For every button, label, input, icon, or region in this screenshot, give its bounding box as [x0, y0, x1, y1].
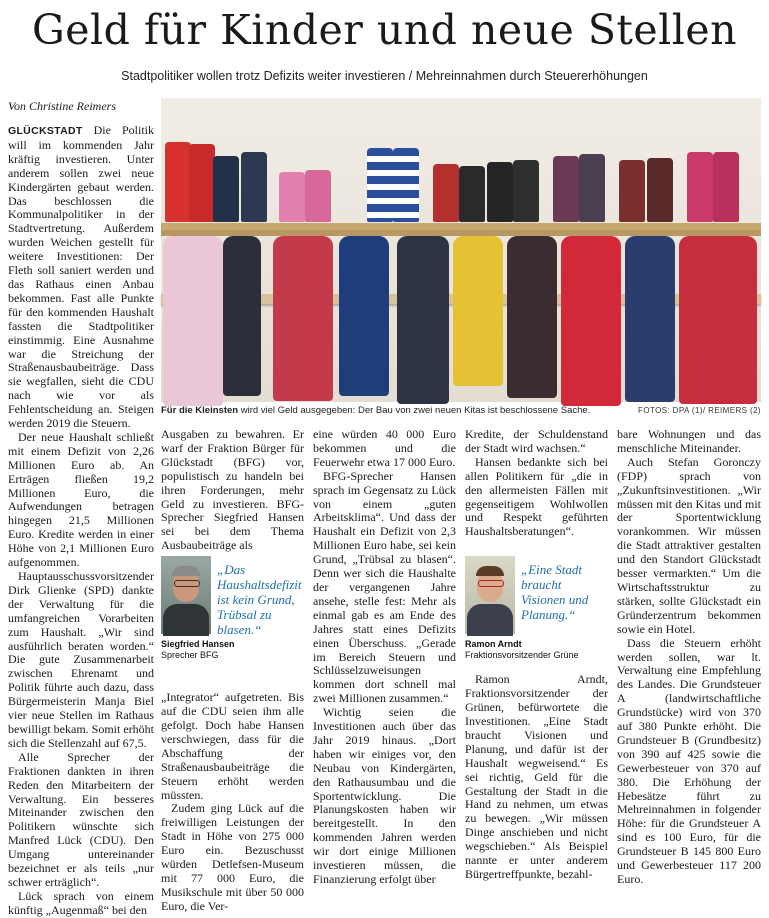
paragraph: eine würden 40 000 Euro bekommen und die Feuerwehr etwa 17 000 Euro. [313, 427, 456, 469]
paragraph: bare Wohnungen und das menschliche Miteinander. [617, 427, 761, 455]
paragraph: Wichtig seien die Investitionen auch über das Jahr 2019 hinaus. „Dort haben wir einiges vor, den Neubau von Kindergärten, den Rathausumbau und die Sportentwicklung. Die Planungskosten haben wir bereitgestellt. In den kommenden Jahren werden wir dort einige Millionen investieren müssen, die Finanzierung erfolgt über [313, 705, 456, 886]
article-photo-kids-boots-and-jackets [161, 98, 761, 402]
quote-text: „Eine Stadt braucht Visionen und Planung.“ [521, 562, 589, 622]
headline: Geld für Kinder und neue Stellen [31, 6, 738, 54]
paragraph [8, 124, 154, 431]
caption-text: wird viel Geld ausgegeben: Der Bau von zwei neuen Kitas ist beschlossene Sache. [238, 405, 591, 416]
paragraph: Ramon Arndt, Fraktionsvorsitzender der Grünen, befürwortete die Investitionen. „Eine Stadt braucht Visionen und Planung, und dafür ist der Haushalt wegweisend.“ Es sei richtig, Geld für die Gestaltung der Stadt in die Hand zu nehmen, um etwas zu bewegen. „Wir müssen Dinge anschieben und nicht wegschieben.“ Als Beispiel nannte er unter anderem Bürgertreffpunkte, bezahl- [465, 672, 608, 881]
quote-attribution [465, 639, 579, 661]
byline: Von Christine Reimers [8, 99, 116, 113]
paragraph: Hauptausschussvorsitzender Dirk Glienke (SPD) dankte der Verwaltung für die umfangreichen Vorarbeiten zum Haushalt. „Wir sind ausführlich beraten worden.“ Die gute Zusammenarbeit zwischen Ehrenamt und Politik führte auch dazu, dass Bürgermeisterin Manja Biel vier neue Stellen im Rathaus bewilligt bekam. Somit erhöht sich die Stellenzahl auf 67,5. [8, 569, 154, 750]
quote-role: Sprecher BFG [161, 650, 219, 660]
subheadline: Stadtpolitiker wollen trotz Defizits weiter investieren / Mehreinnahmen durch Steuererhöhungen [121, 69, 648, 83]
paragraph: Hansen bedankte sich bei allen Politikern für „die in den allermeisten Fällen mit gegenseitigem Wohlwollen und Respekt geführten Haushaltsberatungen“. [465, 454, 608, 539]
paragraph: Auch Stefan Goronczy (FDP) sprach von „Zukunftsinvestitionen. „Wir müssen mit den Kitas und mit der Sportentwicklung vorankommen. Wir müssen die Stadt attraktiver gestalten und den Standort Glückstadt besser vermarkten.“ Um die Wirtschaftsstruktur zu stärken, sollte Glückstadt ein Gründerzentrum bekommen sowie ein Hotel. [617, 454, 761, 636]
article-column-3 [313, 427, 456, 886]
paragraph: Kredite, der Schuldenstand der Stadt wird wachsen.“ [465, 427, 608, 455]
dateline: GLÜCKSTADT [8, 125, 83, 137]
quote-role: Fraktionsvorsitzender Grüne [465, 650, 579, 660]
quote-text: „Das Haushaltsdefizit ist kein Grund, Trübsal zu blasen.“ [217, 562, 302, 637]
photo-credit: FOTOS: DPA (1)/ REIMERS (2) [638, 406, 761, 415]
pull-quote-arndt [465, 556, 608, 686]
quote-name: Ramon Arndt [465, 639, 522, 649]
paragraph: „Integrator“ aufgetreten. Bis auf die CDU seien ihm alle gefolgt. Doch habe Hansen verschwiegen, dass für die Abschaffung der Straßenausbaubeiträge die Steuern erhöht werden müssten. [161, 690, 304, 802]
paragraph: Alle Sprecher der Fraktionen dankten in ihren Reden den Mitarbeitern der Verwaltung. Ein besseres Miteinander zwischen den Politikern wünschte sich Manfred Lück (CDU). Den Umgang untereinander bezeichnet er als teils „nur schwer erträglich“. [8, 749, 154, 889]
article-column-1 [8, 123, 154, 917]
paragraph: Dass die Steuern erhöht werden sollen, war lt. Verwaltung eine Empfehlung des Landes. Die Grundsteuer A (landwirtschaftliche Grundstücke) wird von 370 auf 380 Punkte erhöht. Die Grundsteuer B (Grundbesitz) von 390 auf 425 sowie die Gewerbesteuer von 370 auf 380. Die Erhöhung der Hebesätze führt zu Mehreinnahmen in folgender Höhe: für die Grundsteuer A sind es 100 Euro, für die Grundsteuer B 145 800 Euro und Gewerbesteuer 117 200 Euro. [617, 635, 761, 886]
pull-quote-hansen [161, 556, 304, 686]
paragraph: Zudem ging Lück auf die freiwilligen Leistungen der Stadt in Höhe von 275 000 Euro ein. Bezuschusst würden Detlefsen-Museum mit 77 000 Euro, die Musikschule mit über 50 000 Euro, die Ver- [161, 801, 304, 913]
portrait-ramon-arndt [465, 556, 515, 634]
quote-attribution [161, 639, 235, 661]
caption-lead: Für die Kleinsten [161, 405, 239, 416]
paragraph: Ausgaben zu bewahren. Er warf der Fraktion Bürger für Glückstadt (BFG) vor, populistisch zu handeln bei ihren Forderungen, mehr Geld zu investieren. BFG-Sprecher Siegfried Hansen sei bei dem Thema Ausbaubeiträge als [161, 427, 304, 553]
paragraph: BFG-Sprecher Hansen sprach im Gegensatz zu Lück von einem „guten Arbeitsklima“. Und dass der Haushalt ein Defizit von 2,3 Millionen Euro habe, sei kein Grund, „Trübsal zu blasen“. Denn wer sich die Haushalte der vergangenen Jahre ansehe, stelle fest: Mehr als einmal gab es am Ende des Jahres statt eines Defizits einen Überschuss. „Gerade im Bereich Steuern und Schlüsselzuweisungen kommen dort schnell mal zwei Millionen zusammen.“ [313, 468, 456, 706]
quote-name: Siegfried Hansen [161, 639, 235, 649]
paragraph: Lück sprach von einem künftig „Augenmaß“ bei den [8, 888, 154, 917]
article-column-5 [617, 427, 761, 886]
portrait-siegfried-hansen [161, 556, 211, 634]
paragraph: Der neue Haushalt schließt mit einem Defizit von 2,26 Millionen Euro ab. An Erträgen fließen 19,2 Millionen Euro, die Aufwendungen betragen hingegen 21,5 Millionen Euro. Kredite werden in einer Höhe von 2,1 Millionen Euro aufgenommen. [8, 429, 154, 570]
paragraph-text: Die Politik will im kommenden Jahr kräftig investieren. Unter anderem sollen zwei neue Kindergärten gebaut werden. Das beschlossen die Kommunalpolitiker in der Stadtvertretung. Außerdem wurden Weichen gestellt für weitere Investitionen: Der Fleth soll saniert werden und das Rathaus einen Anbau bekommen. Fast alle Punkte für den kommenden Haushalt fassten die Stadtpolitiker einstimmig. Eine Ausnahme war die Streichung der Straßenausbaubeiträge. Dass sie wegfallen, sieht die CDU nach wie vor als Fehlentscheidung an. Steigen werden 2019 die Steuern. [8, 123, 154, 431]
